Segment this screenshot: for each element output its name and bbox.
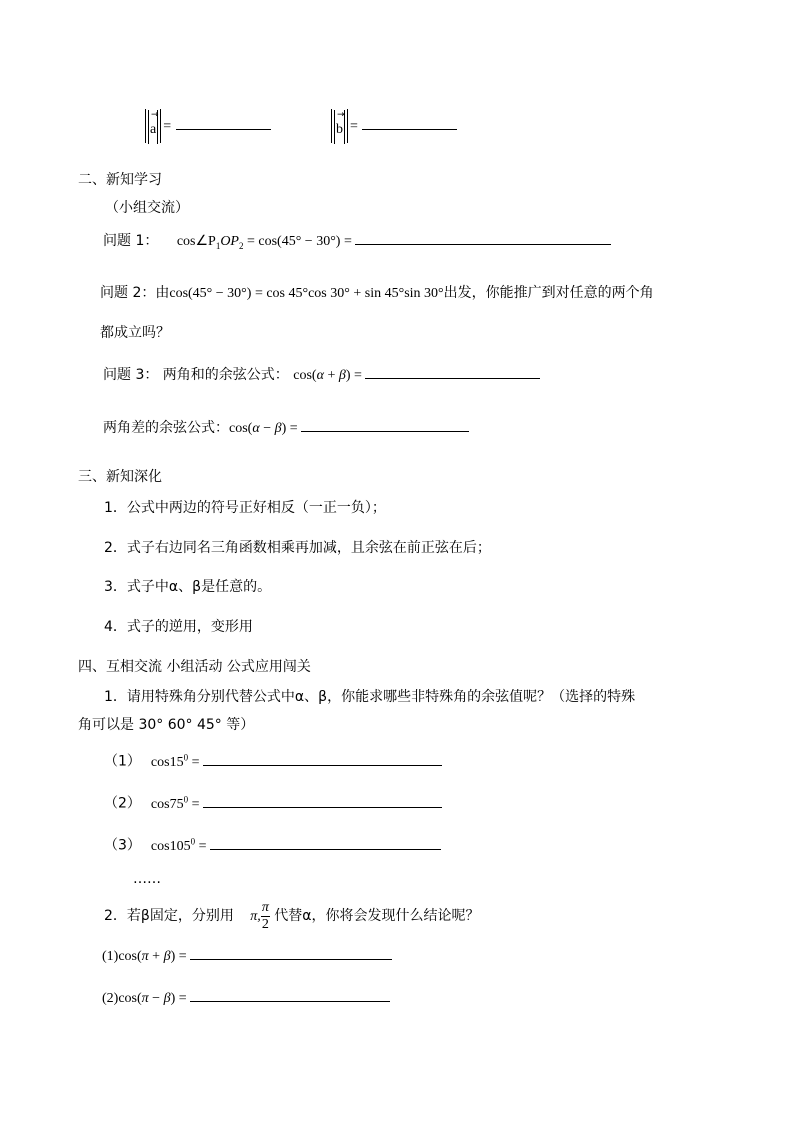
answer-blank-q3[interactable] — [365, 365, 540, 379]
sub-item-3: （3） $\cos 105^0$ = — [104, 832, 441, 856]
answer-blank-a[interactable] — [176, 116, 271, 130]
vector-arrow-icon: → — [337, 110, 345, 120]
answer-blank-cos105[interactable] — [210, 836, 441, 850]
group-note: （小组交流） — [105, 200, 189, 216]
vector-b-magnitude: → b = — [331, 106, 457, 147]
answer-blank-cos15[interactable] — [203, 752, 442, 766]
pi-over-2-fraction: $\frac{\pi}{2}$ — [261, 899, 269, 932]
sub-item-2: （2） $\cos 75^0$ = — [104, 790, 442, 814]
ellipsis: …… — [133, 871, 161, 887]
vector-arrow-icon: → — [151, 110, 159, 120]
question-2-continued: 都成立吗？ — [100, 325, 170, 341]
section2-heading: 二、新知学习 — [78, 172, 162, 188]
question-2: 问题 2：由cos(45° − 30°) = cos 45°cos 30° + sin 45°sin 30°出发，你能推广到对任意的两个角 — [100, 285, 654, 301]
deepen-item-1: 1．公式中两边的符号正好相反（一正一负）； — [104, 500, 386, 516]
problem-1-line2: 角可以是 30° 60° 45° 等） — [78, 717, 255, 733]
answer-blank-r1[interactable] — [190, 946, 392, 960]
problem-2: 2．若β固定，分别用 π, $\frac{\pi}{2}$ 代替α，你将会发现什么结论呢？ — [104, 899, 480, 932]
answer-blank-b[interactable] — [362, 116, 457, 130]
deepen-item-4: 4．式子的逆用，变形用 — [104, 619, 253, 635]
answer-blank-r2[interactable] — [190, 988, 390, 1002]
section4-heading: 四、互相交流 小组活动 公式应用闯关 — [78, 659, 311, 675]
abs-a: → a — [145, 109, 161, 143]
result-1: (1)cos(π + β) = — [102, 946, 392, 966]
question-1: 问题 1： $\cos\angle P_1OP_2 = \cos(45^\circ - 30^\circ)$ = — [103, 231, 611, 255]
difference-formula: 两角差的余弦公式：cos(α − β) = — [103, 418, 469, 438]
answer-blank-diff[interactable] — [301, 418, 469, 432]
problem-1-line1: 1．请用特殊角分别代替公式中α、β，你能求哪些非特殊角的余弦值呢？（选择的特殊 — [104, 689, 636, 705]
vector-a-magnitude: → a = — [145, 106, 271, 147]
answer-blank-cos75[interactable] — [203, 794, 442, 808]
sub-item-1: （1） $\cos 15^0$ = — [104, 748, 442, 772]
abs-b: → b — [331, 109, 348, 143]
section3-heading: 三、新知深化 — [78, 469, 162, 485]
answer-blank-q1[interactable] — [355, 231, 611, 245]
question-3: 问题 3： 两角和的余弦公式： cos(α + β) = — [103, 365, 540, 385]
deepen-item-3: 3．式子中α、β是任意的。 — [104, 579, 272, 595]
deepen-item-2: 2．式子右边同名三角函数相乘再加减，且余弦在前正弦在后； — [104, 540, 491, 556]
result-2: (2)cos(π − β) = — [102, 988, 390, 1008]
